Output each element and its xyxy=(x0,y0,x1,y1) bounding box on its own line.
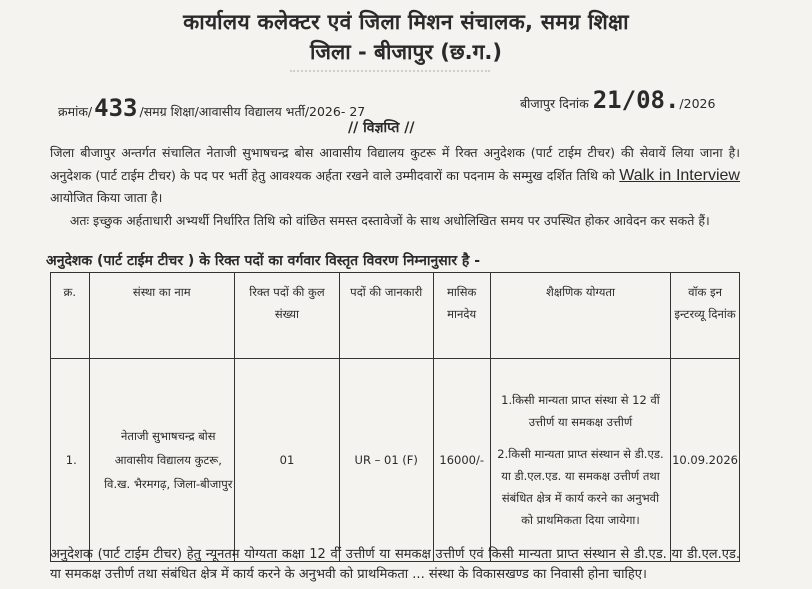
handwritten-date: 21/08. xyxy=(592,86,680,114)
qualification-1: 1.किसी मान्यता प्राप्त संस्था से 12 वीं उत्तीर्ण या समकक्ष उत्तीर्ण xyxy=(501,393,660,429)
header-serial: क्र. xyxy=(51,273,90,359)
issue-date xyxy=(520,86,715,114)
office-title: कार्यालय कलेक्टर एवं जिला मिशन संचालक, समग्र शिक्षा xyxy=(183,10,629,34)
cell-salary: 16000/- xyxy=(433,359,490,562)
paragraph-part3: अतः इच्छुक अर्हताधारी अभ्यर्थी निर्धारित तिथि को वांछित समस्त दस्तावेजों के साथ अधोलिखित समय पर उपस्थित होकर आवेदन कर सकते हैं। xyxy=(69,212,710,228)
header-institution: संस्था का नाम xyxy=(89,273,234,359)
cell-serial: 1. xyxy=(51,359,90,562)
reference-number xyxy=(58,94,365,122)
district-title: जिला - बीजापुर (छ.ग.) xyxy=(309,40,502,64)
date-suffix: /2026 xyxy=(679,96,716,111)
faint-stamp-marks xyxy=(290,70,490,80)
table-title: अनुदेशक (पार्ट टाईम टीचर ) के रिक्त पदों का वर्गवार विस्तृत विवरण निम्नानुसार है - xyxy=(46,253,481,269)
table-header-row xyxy=(51,273,740,359)
header-vacancy-count: रिक्त पदों की कुल संख्या xyxy=(234,273,339,359)
header-qualification: शैक्षणिक योग्यता xyxy=(490,273,670,359)
reference-prefix: क्रमांक/ xyxy=(58,104,93,119)
footer-note: अनुदेशक (पार्ट टाईम टीचर) हेतु न्यूनतम योग्यता कक्षा 12 वीं उत्तीर्ण या समकक्ष उत्तीर्ण एवं किसी मान्यता प्राप्त संस्थान से डी.एड. या डी.एल.एड. या समकक्ष उत्तीर्ण तथा संबंधित क्षेत्र में कार्य करने के अनुभवी को प्राथमिकता ... संस्था के विकासखण्ड का निवासी होना चाहिए। xyxy=(50,547,740,582)
notice-paragraph xyxy=(50,142,740,232)
walk-in-interview-text: Walk in Interview xyxy=(619,166,740,184)
cell-vacancy-count: 01 xyxy=(234,359,339,562)
reference-text: /समग्र शिक्षा/आवासीय विद्यालय भर्ती/2026- 27 xyxy=(139,104,366,119)
cell-qualification xyxy=(490,359,670,562)
cell-institution: नेताजी सुभाषचन्द्र बोस आवासीय विद्यालय कुटरू, वि.ख. भैरमगढ़, जिला-बीजापुर xyxy=(89,359,234,562)
qualification-2: 2.किसी मान्यता प्राप्त संस्थान से डी.एड. या डी.एल.एड. या समकक्ष उत्तीर्ण तथा संबंधित क्षेत्र में कार्य करने का अनुभवी को प्राथमिकता दिया जायेगा। xyxy=(497,447,664,527)
table-row xyxy=(51,359,740,562)
vacancy-table xyxy=(50,272,740,562)
cell-interview-date: 10.09.2026 xyxy=(671,359,740,562)
header-post-info: पदों की जानकारी xyxy=(339,273,433,359)
date-prefix: बीजापुर दिनांक xyxy=(520,96,589,111)
cell-post-info: UR – 01 (F) xyxy=(339,359,433,562)
paragraph-part2: आयोजित किया जाता है। xyxy=(50,190,163,205)
notice-title: // विज्ञप्ति // xyxy=(348,120,415,136)
handwritten-number: 433 xyxy=(94,94,138,122)
header-interview-date: वॉक इन इन्टरव्यू दिनांक xyxy=(671,273,740,359)
paragraph-part1: जिला बीजापुर अन्तर्गत संचालित नेताजी सुभाषचन्द्र बोस आवासीय विद्यालय कुटरू में रिक्त अनुदेशक (पार्ट टाईम टीचर) की सेवायें लिया जाना है। अनुदेशक (पार्ट टाईम टीचर) के पद पर भर्ती हेतु आवश्यक अर्हता रखने वाले उम्मीदवारों का पदनाम के सम्मुख दर्शित तिथि को xyxy=(50,145,740,183)
header-salary: मासिक मानदेय xyxy=(433,273,490,359)
